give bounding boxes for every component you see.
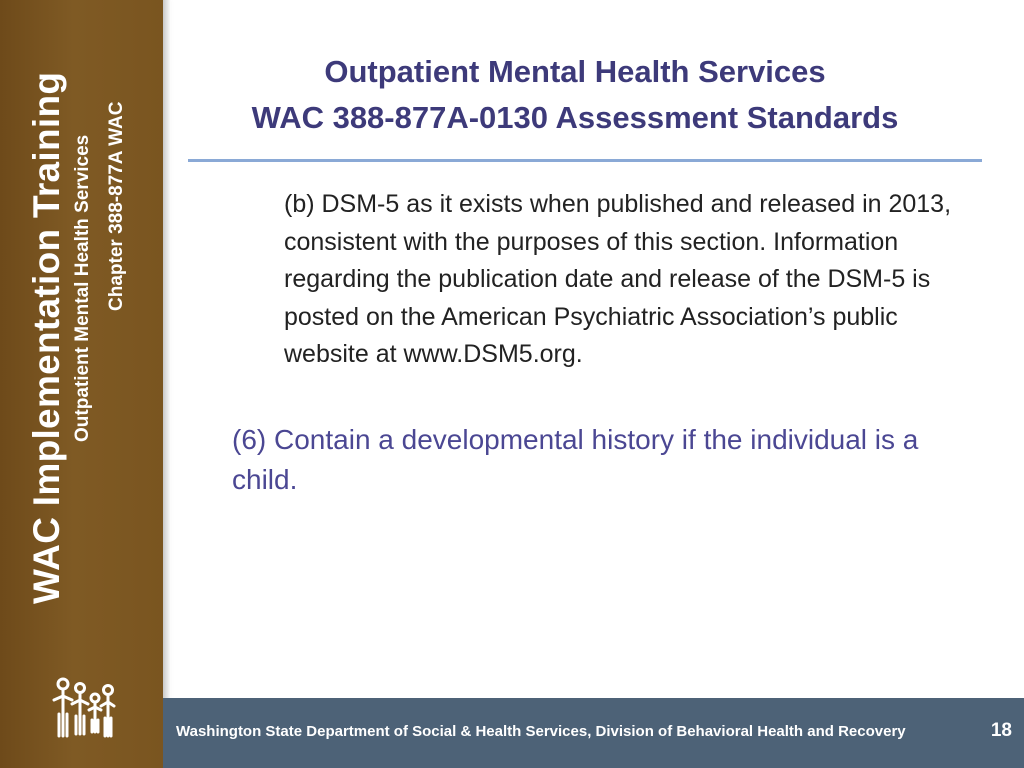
- page-number: 18: [990, 720, 1012, 741]
- title-divider: [188, 159, 982, 162]
- slide-title-line-2: WAC 388-877A-0130 Assessment Standards: [251, 100, 899, 135]
- sidebar-main-title: WAC Implementation Training: [26, 71, 67, 604]
- sub-bullet-paragraph: (b) DSM-5 as it exists when published and released in 2013, consistent with the purposes of this section. Information regarding the publication date and release of the DSM-5 is posted on the American Psychiatric Association’s public website at www.DSM5.org.: [284, 190, 952, 369]
- footer-organization-text: Washington State Department of Social & Health Services, Division of Behavioral Health and Recovery: [176, 723, 906, 740]
- sidebar-subtitle-chapter: Chapter 388-877A WAC: [106, 101, 127, 311]
- sidebar-edge-shadow: [163, 0, 171, 768]
- sidebar: [0, 0, 163, 768]
- main-bullet-paragraph: (6) Contain a developmental history if the individual is a child.: [232, 424, 919, 495]
- slide-title-line-1: Outpatient Mental Health Services: [324, 54, 826, 89]
- family-figures-icon: [50, 676, 116, 740]
- footer-bar: [163, 698, 1024, 768]
- sidebar-subtitle-program: Outpatient Mental Health Services: [72, 134, 93, 442]
